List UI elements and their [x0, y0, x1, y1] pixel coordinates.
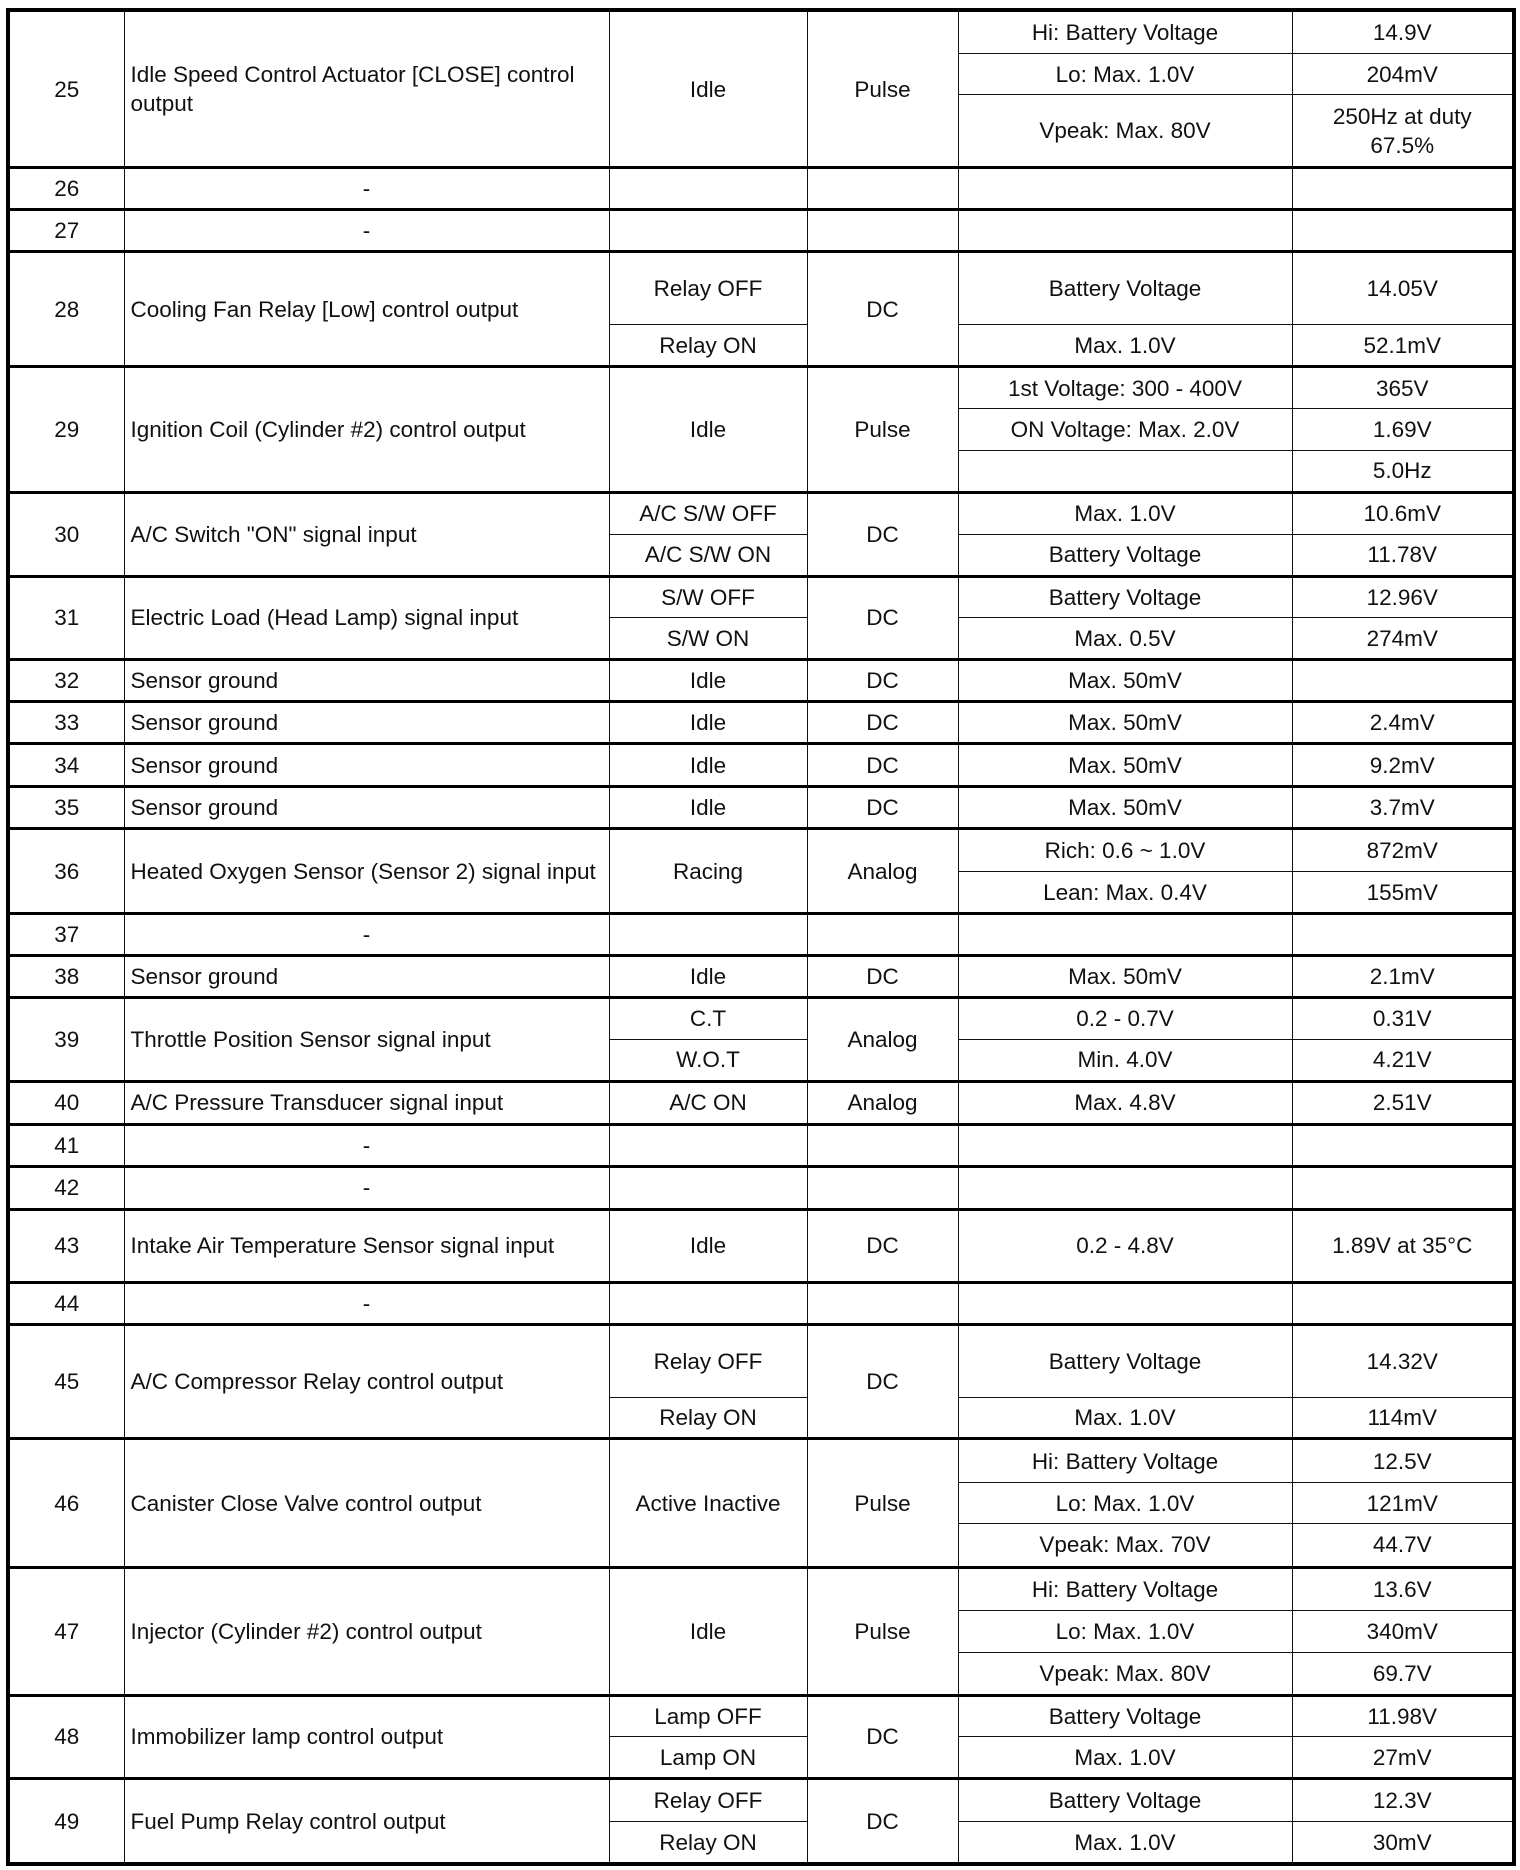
condition-cell: Idle: [609, 1567, 807, 1695]
condition-cell: [609, 168, 807, 210]
condition-cell: Active Inactive: [609, 1439, 807, 1567]
signal-type: DC: [807, 252, 958, 367]
pin-description: -: [124, 1124, 609, 1166]
pin-number: 41: [8, 1124, 124, 1166]
pin-description: Injector (Cylinder #2) control output: [124, 1567, 609, 1695]
specification-cell: Vpeak: Max. 70V: [958, 1524, 1292, 1567]
pin-description: Heated Oxygen Sensor (Sensor 2) signal input: [124, 829, 609, 914]
signal-type: [807, 1166, 958, 1209]
pin-number: 37: [8, 914, 124, 956]
condition-cell: [609, 1124, 807, 1166]
pin-number: 25: [8, 10, 124, 168]
pin-description: A/C Compressor Relay control output: [124, 1324, 609, 1439]
test-result-cell: 204mV: [1292, 53, 1514, 95]
table-row: [8, 168, 1514, 210]
table-row: [8, 1209, 1514, 1282]
specification-cell: Vpeak: Max. 80V: [958, 1652, 1292, 1695]
document-page: [6, 8, 1512, 1866]
signal-type: DC: [807, 1324, 958, 1439]
table-row: [8, 1081, 1514, 1124]
condition-cell: Idle: [609, 367, 807, 493]
pin-number: 31: [8, 576, 124, 660]
specification-cell: [958, 1282, 1292, 1324]
test-result-cell: [1292, 210, 1514, 252]
signal-type: Analog: [807, 997, 958, 1081]
test-result-cell: [1292, 1282, 1514, 1324]
test-result-cell: 340mV: [1292, 1610, 1514, 1652]
specification-cell: Battery Voltage: [958, 252, 1292, 325]
signal-type: DC: [807, 1209, 958, 1282]
pin-number: 47: [8, 1567, 124, 1695]
pin-number: 33: [8, 702, 124, 744]
pin-description: Sensor ground: [124, 744, 609, 787]
table-row: [8, 1695, 1514, 1737]
test-result-cell: 11.78V: [1292, 534, 1514, 576]
pin-number: 48: [8, 1695, 124, 1779]
test-result-cell: [1292, 914, 1514, 956]
specification-cell: [958, 1166, 1292, 1209]
test-result-cell: 5.0Hz: [1292, 450, 1514, 492]
condition-cell: S/W OFF: [609, 576, 807, 618]
pin-number: 26: [8, 168, 124, 210]
specification-cell: Max. 1.0V: [958, 492, 1292, 534]
table-row: [8, 829, 1514, 872]
table-row: [8, 492, 1514, 534]
condition-cell: Relay OFF: [609, 252, 807, 325]
test-result-cell: 9.2mV: [1292, 744, 1514, 787]
condition-cell: Relay OFF: [609, 1779, 807, 1822]
condition-cell: [609, 210, 807, 252]
test-result-cell: 274mV: [1292, 618, 1514, 660]
condition-cell: Idle: [609, 744, 807, 787]
specification-cell: Min. 4.0V: [958, 1039, 1292, 1081]
condition-cell: Relay ON: [609, 1822, 807, 1864]
test-result-cell: 114mV: [1292, 1397, 1514, 1439]
condition-cell: W.O.T: [609, 1039, 807, 1081]
table-row: [8, 1567, 1514, 1610]
table-row: [8, 1166, 1514, 1209]
condition-cell: Idle: [609, 787, 807, 829]
specification-cell: Max. 50mV: [958, 955, 1292, 997]
condition-cell: Idle: [609, 955, 807, 997]
table-row: [8, 10, 1514, 53]
pin-number: 30: [8, 492, 124, 576]
condition-cell: Relay ON: [609, 325, 807, 367]
pin-description: -: [124, 914, 609, 956]
specification-cell: Max. 1.0V: [958, 1822, 1292, 1864]
specification-cell: [958, 210, 1292, 252]
pin-description: -: [124, 1166, 609, 1209]
signal-type: DC: [807, 1695, 958, 1779]
condition-cell: A/C ON: [609, 1081, 807, 1124]
signal-type: Pulse: [807, 1439, 958, 1567]
condition-cell: Lamp OFF: [609, 1695, 807, 1737]
specification-cell: Hi: Battery Voltage: [958, 1439, 1292, 1482]
pin-description: Immobilizer lamp control output: [124, 1695, 609, 1779]
pin-description: A/C Pressure Transducer signal input: [124, 1081, 609, 1124]
table-row: [8, 1439, 1514, 1482]
specification-cell: Lo: Max. 1.0V: [958, 1610, 1292, 1652]
specification-cell: Battery Voltage: [958, 1779, 1292, 1822]
pin-number: 36: [8, 829, 124, 914]
condition-cell: C.T: [609, 997, 807, 1039]
pin-description: Intake Air Temperature Sensor signal input: [124, 1209, 609, 1282]
signal-type: [807, 1124, 958, 1166]
table-row: [8, 787, 1514, 829]
test-result-cell: [1292, 660, 1514, 702]
signal-type: [807, 914, 958, 956]
test-result-cell: 365V: [1292, 367, 1514, 409]
signal-type: Pulse: [807, 367, 958, 493]
signal-type: DC: [807, 1779, 958, 1864]
signal-type: DC: [807, 702, 958, 744]
test-result-cell: 27mV: [1292, 1737, 1514, 1779]
specification-cell: Battery Voltage: [958, 534, 1292, 576]
test-result-cell: 155mV: [1292, 872, 1514, 914]
pin-number: 35: [8, 787, 124, 829]
pin-description: A/C Switch "ON" signal input: [124, 492, 609, 576]
table-row: [8, 1282, 1514, 1324]
signal-type: [807, 1282, 958, 1324]
specification-cell: Max. 50mV: [958, 660, 1292, 702]
table-row: [8, 252, 1514, 325]
test-result-cell: 12.3V: [1292, 1779, 1514, 1822]
condition-cell: Lamp ON: [609, 1737, 807, 1779]
pin-description: -: [124, 210, 609, 252]
table-row: [8, 1124, 1514, 1166]
pin-number: 34: [8, 744, 124, 787]
test-result-cell: 12.5V: [1292, 1439, 1514, 1482]
test-result-cell: 14.9V: [1292, 10, 1514, 53]
specification-cell: Battery Voltage: [958, 1324, 1292, 1397]
pin-description: Sensor ground: [124, 702, 609, 744]
specification-cell: Battery Voltage: [958, 576, 1292, 618]
specification-cell: Max. 50mV: [958, 702, 1292, 744]
condition-cell: S/W ON: [609, 618, 807, 660]
specification-cell: Max. 50mV: [958, 744, 1292, 787]
test-result-cell: 14.05V: [1292, 252, 1514, 325]
pin-number: 45: [8, 1324, 124, 1439]
signal-type: DC: [807, 955, 958, 997]
test-result-cell: 10.6mV: [1292, 492, 1514, 534]
test-result-cell: 52.1mV: [1292, 325, 1514, 367]
test-result-cell: 121mV: [1292, 1482, 1514, 1524]
specification-cell: Max. 1.0V: [958, 325, 1292, 367]
pin-description: Fuel Pump Relay control output: [124, 1779, 609, 1864]
test-result-cell: 44.7V: [1292, 1524, 1514, 1567]
table-row: [8, 1324, 1514, 1397]
table-row: [8, 576, 1514, 618]
test-result-cell: 1.89V at 35°C: [1292, 1209, 1514, 1282]
specification-cell: Max. 50mV: [958, 787, 1292, 829]
pin-description: Sensor ground: [124, 955, 609, 997]
specification-cell: Max. 4.8V: [958, 1081, 1292, 1124]
test-result-cell: 12.96V: [1292, 576, 1514, 618]
pin-number: 38: [8, 955, 124, 997]
signal-type: Pulse: [807, 1567, 958, 1695]
pin-number: 32: [8, 660, 124, 702]
condition-cell: [609, 914, 807, 956]
table-row: [8, 997, 1514, 1039]
pin-description: -: [124, 1282, 609, 1324]
test-result-cell: 2.4mV: [1292, 702, 1514, 744]
pin-description: Electric Load (Head Lamp) signal input: [124, 576, 609, 660]
table-row: [8, 660, 1514, 702]
specification-cell: 0.2 - 4.8V: [958, 1209, 1292, 1282]
signal-type: Pulse: [807, 10, 958, 168]
pin-description: -: [124, 168, 609, 210]
specification-cell: ON Voltage: Max. 2.0V: [958, 409, 1292, 451]
condition-cell: Idle: [609, 660, 807, 702]
specification-cell: [958, 450, 1292, 492]
pin-description: Idle Speed Control Actuator [CLOSE] control output: [124, 10, 609, 168]
condition-cell: [609, 1282, 807, 1324]
specification-cell: Lean: Max. 0.4V: [958, 872, 1292, 914]
signal-type: DC: [807, 492, 958, 576]
pin-number: 40: [8, 1081, 124, 1124]
table-row: [8, 702, 1514, 744]
condition-cell: Relay OFF: [609, 1324, 807, 1397]
signal-type: DC: [807, 744, 958, 787]
condition-cell: Relay ON: [609, 1397, 807, 1439]
pin-number: 49: [8, 1779, 124, 1864]
signal-type: [807, 210, 958, 252]
pin-number: 28: [8, 252, 124, 367]
specification-cell: 1st Voltage: 300 - 400V: [958, 367, 1292, 409]
test-result-cell: [1292, 1124, 1514, 1166]
table-row: [8, 210, 1514, 252]
specification-cell: Lo: Max. 1.0V: [958, 1482, 1292, 1524]
table-row: [8, 1779, 1514, 1822]
pin-number: 29: [8, 367, 124, 493]
specification-cell: Lo: Max. 1.0V: [958, 53, 1292, 95]
table-row: [8, 744, 1514, 787]
test-result-cell: 3.7mV: [1292, 787, 1514, 829]
test-result-cell: 0.31V: [1292, 997, 1514, 1039]
test-result-cell: 30mV: [1292, 1822, 1514, 1864]
test-result-cell: 13.6V: [1292, 1567, 1514, 1610]
condition-cell: Racing: [609, 829, 807, 914]
specification-cell: Hi: Battery Voltage: [958, 10, 1292, 53]
signal-type: Analog: [807, 829, 958, 914]
table-row: [8, 367, 1514, 409]
test-result-cell: 11.98V: [1292, 1695, 1514, 1737]
pin-description: Sensor ground: [124, 660, 609, 702]
condition-cell: Idle: [609, 1209, 807, 1282]
specification-cell: [958, 168, 1292, 210]
table-body: [8, 10, 1514, 1864]
test-result-cell: [1292, 168, 1514, 210]
test-result-cell: 4.21V: [1292, 1039, 1514, 1081]
specification-cell: Battery Voltage: [958, 1695, 1292, 1737]
pin-number: 27: [8, 210, 124, 252]
test-result-cell: 1.69V: [1292, 409, 1514, 451]
specification-cell: Vpeak: Max. 80V: [958, 95, 1292, 168]
table-row: [8, 955, 1514, 997]
specification-cell: 0.2 - 0.7V: [958, 997, 1292, 1039]
test-result-cell: 250Hz at duty 67.5%: [1292, 95, 1514, 168]
pin-description: Canister Close Valve control output: [124, 1439, 609, 1567]
test-result-cell: [1292, 1166, 1514, 1209]
condition-cell: Idle: [609, 702, 807, 744]
pin-description: Sensor ground: [124, 787, 609, 829]
specification-cell: Hi: Battery Voltage: [958, 1567, 1292, 1610]
test-result-cell: 872mV: [1292, 829, 1514, 872]
signal-type: DC: [807, 660, 958, 702]
condition-cell: A/C S/W ON: [609, 534, 807, 576]
condition-cell: Idle: [609, 10, 807, 168]
specification-cell: Rich: 0.6 ~ 1.0V: [958, 829, 1292, 872]
pin-description: Ignition Coil (Cylinder #2) control output: [124, 367, 609, 493]
pin-description: Cooling Fan Relay [Low] control output: [124, 252, 609, 367]
test-result-cell: 2.51V: [1292, 1081, 1514, 1124]
pin-number: 39: [8, 997, 124, 1081]
signal-type: Analog: [807, 1081, 958, 1124]
specification-cell: [958, 914, 1292, 956]
signal-type: DC: [807, 576, 958, 660]
signal-type: [807, 168, 958, 210]
table-row: [8, 914, 1514, 956]
specification-cell: Max. 0.5V: [958, 618, 1292, 660]
specification-cell: Max. 1.0V: [958, 1737, 1292, 1779]
condition-cell: A/C S/W OFF: [609, 492, 807, 534]
condition-cell: [609, 1166, 807, 1209]
signal-type: DC: [807, 787, 958, 829]
pin-description: Throttle Position Sensor signal input: [124, 997, 609, 1081]
test-result-cell: 14.32V: [1292, 1324, 1514, 1397]
pin-number: 44: [8, 1282, 124, 1324]
test-result-cell: 69.7V: [1292, 1652, 1514, 1695]
pin-number: 43: [8, 1209, 124, 1282]
specification-cell: Max. 1.0V: [958, 1397, 1292, 1439]
test-result-cell: 2.1mV: [1292, 955, 1514, 997]
pin-number: 46: [8, 1439, 124, 1567]
pin-inspection-table: [6, 8, 1516, 1866]
pin-number: 42: [8, 1166, 124, 1209]
specification-cell: [958, 1124, 1292, 1166]
